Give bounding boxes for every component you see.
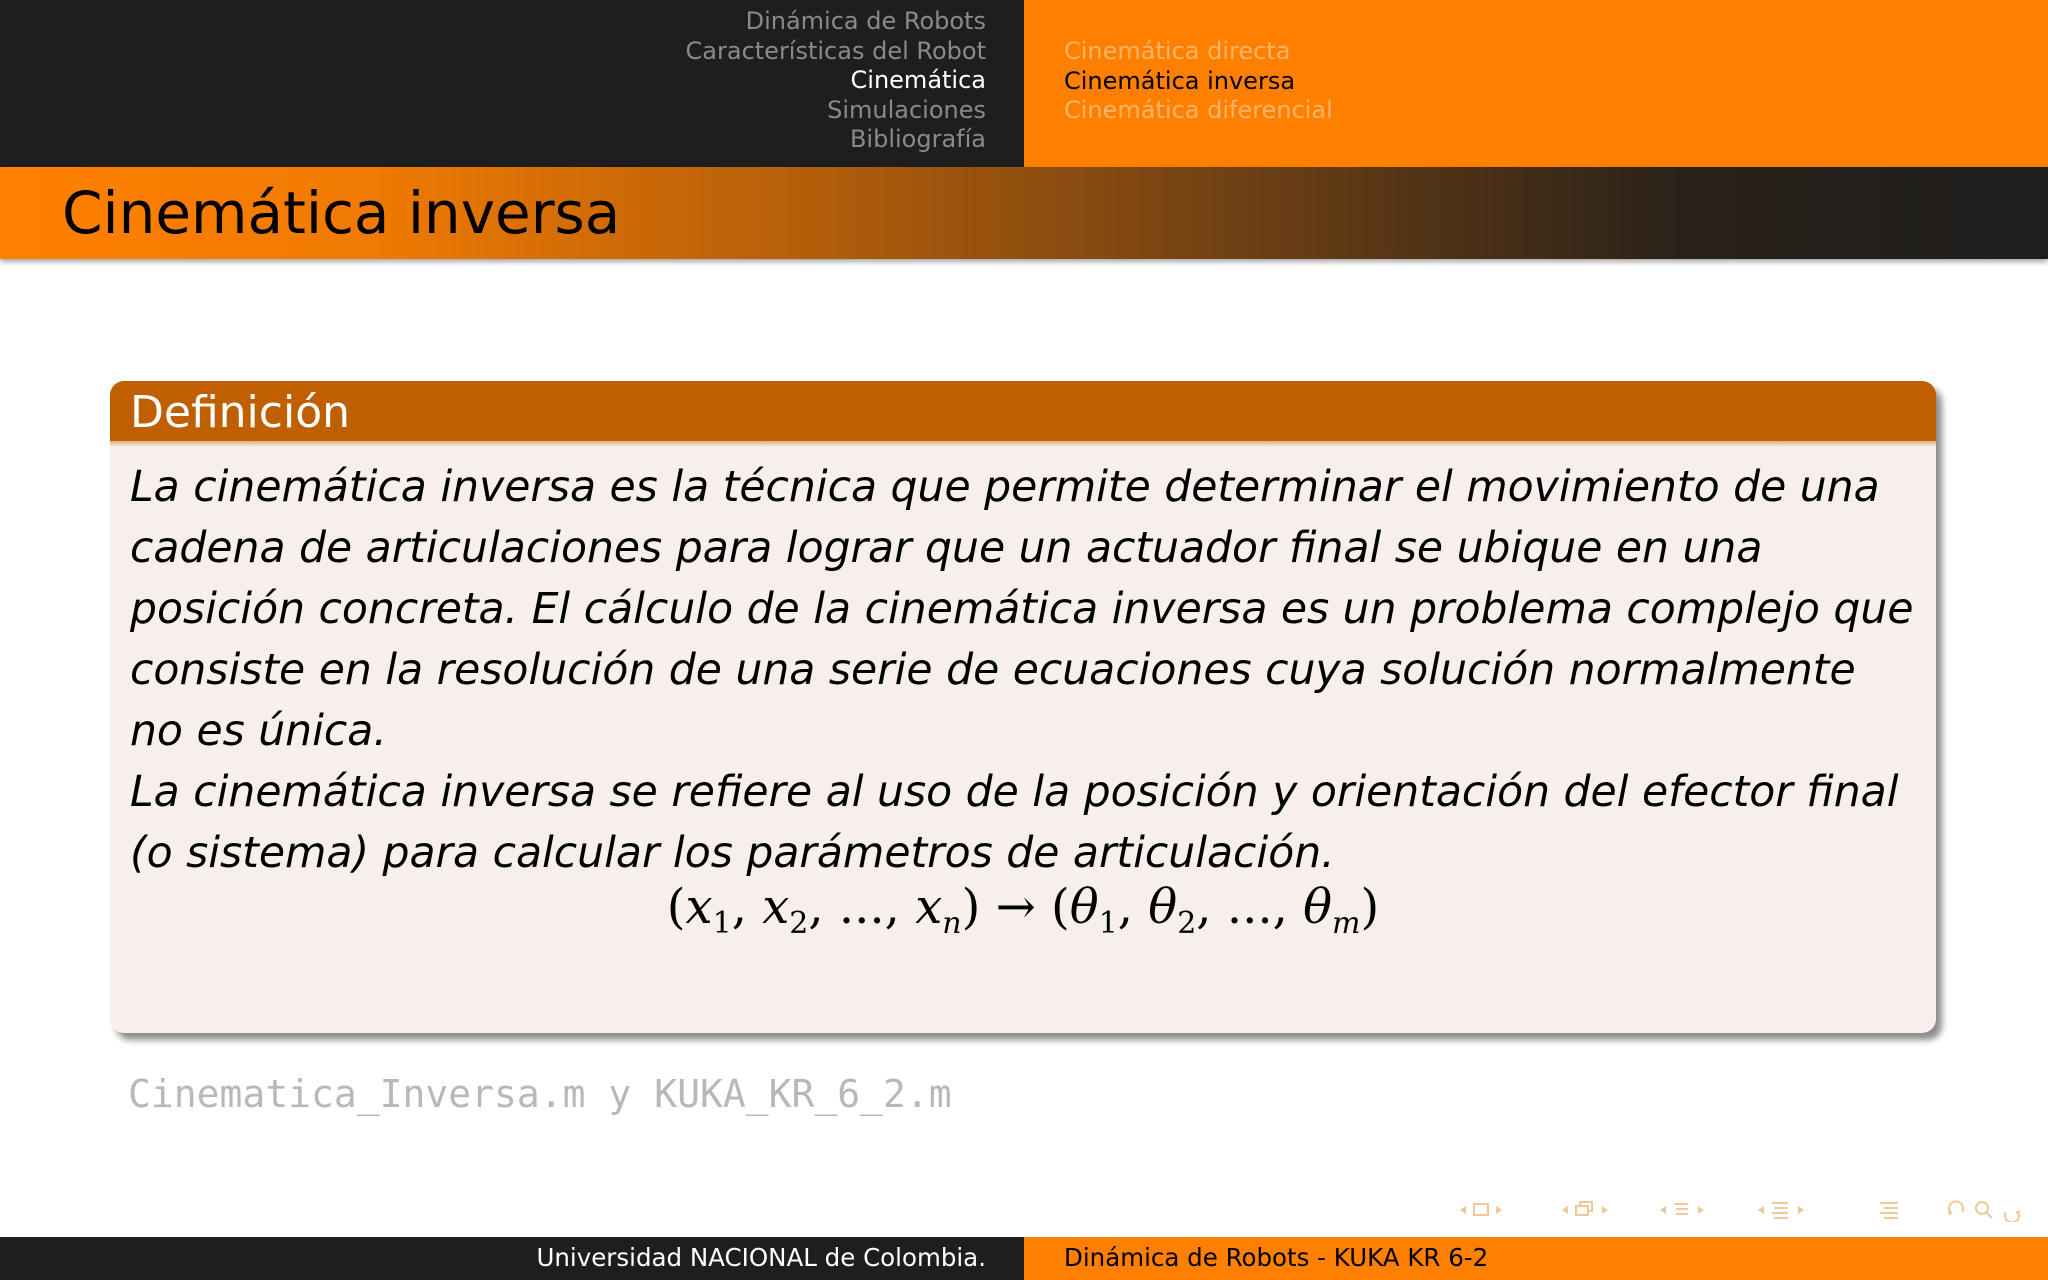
definition-block-title: Definición	[130, 387, 350, 438]
search-icon[interactable]	[1946, 1198, 2030, 1228]
footer-institution: Universidad NACIONAL de Colombia.	[536, 1243, 986, 1272]
definition-block-body	[130, 457, 1920, 884]
section-nav-icon[interactable]	[1756, 1198, 1836, 1228]
slide-nav-icon[interactable]	[1458, 1198, 1538, 1228]
file-reference: Cinematica_Inversa.m y KUKA_KR_6_2.m	[128, 1072, 952, 1116]
section-navigation	[0, 0, 1024, 167]
definition-paragraph-2: La cinemática inversa se refiere al uso de la posición y orientación del efector final (o sistema) para calcular los parámetros de articulación.	[130, 768, 1899, 878]
definition-block	[110, 381, 1936, 1033]
definition-paragraph-1: La cinemática inversa es la técnica que permite determinar el movimiento de una cadena de articulaciones para lograr que un actuador final se ubique en una posición concreta. El cálculo de la cinemática inversa es un problema complejo que consiste en la resolución de una serie de ecuaciones cuya solución normalmente no es única.	[130, 463, 1914, 756]
footer-presentation-title: Dinámica de Robots - KUKA KR 6-2	[1064, 1243, 1489, 1272]
footer-institution-panel	[0, 1237, 1024, 1280]
section-link-cinematica[interactable]: Cinemática	[850, 66, 986, 94]
section-link-simulaciones[interactable]: Simulaciones	[827, 95, 986, 124]
subsection-link-cinematica-diferencial[interactable]: Cinemática diferencial	[1064, 96, 1333, 124]
frame-title-bar	[0, 167, 2048, 259]
frame-nav-icon[interactable]	[1560, 1198, 1640, 1228]
subsection-link-cinematica-inversa[interactable]: Cinemática inversa	[1064, 66, 1296, 95]
kinematics-equation: ($x_1$, $x_2$, ..., $x_n) \to (\theta_1$, $\theta_2$, ..., $\theta_m$)	[666, 879, 1380, 941]
subsection-navigation	[1024, 0, 2048, 167]
appendix-icon[interactable]	[1878, 1198, 1904, 1228]
definition-block-header	[110, 381, 1936, 441]
footer-title-panel	[1024, 1237, 2048, 1280]
subsection-link-cinematica-directa[interactable]: Cinemática directa	[1064, 37, 1291, 65]
section-link-dinamica-de-robots[interactable]: Dinámica de Robots	[745, 7, 986, 35]
section-link-caracteristicas-del-robot[interactable]: Características del Robot	[685, 36, 986, 65]
subsection-list	[1064, 37, 1333, 126]
frame-title: Cinemática inversa	[62, 179, 621, 247]
subsection-nav-icon[interactable]	[1658, 1198, 1738, 1228]
section-link-bibliografia[interactable]: Bibliografía	[849, 125, 986, 153]
section-list	[686, 7, 986, 155]
